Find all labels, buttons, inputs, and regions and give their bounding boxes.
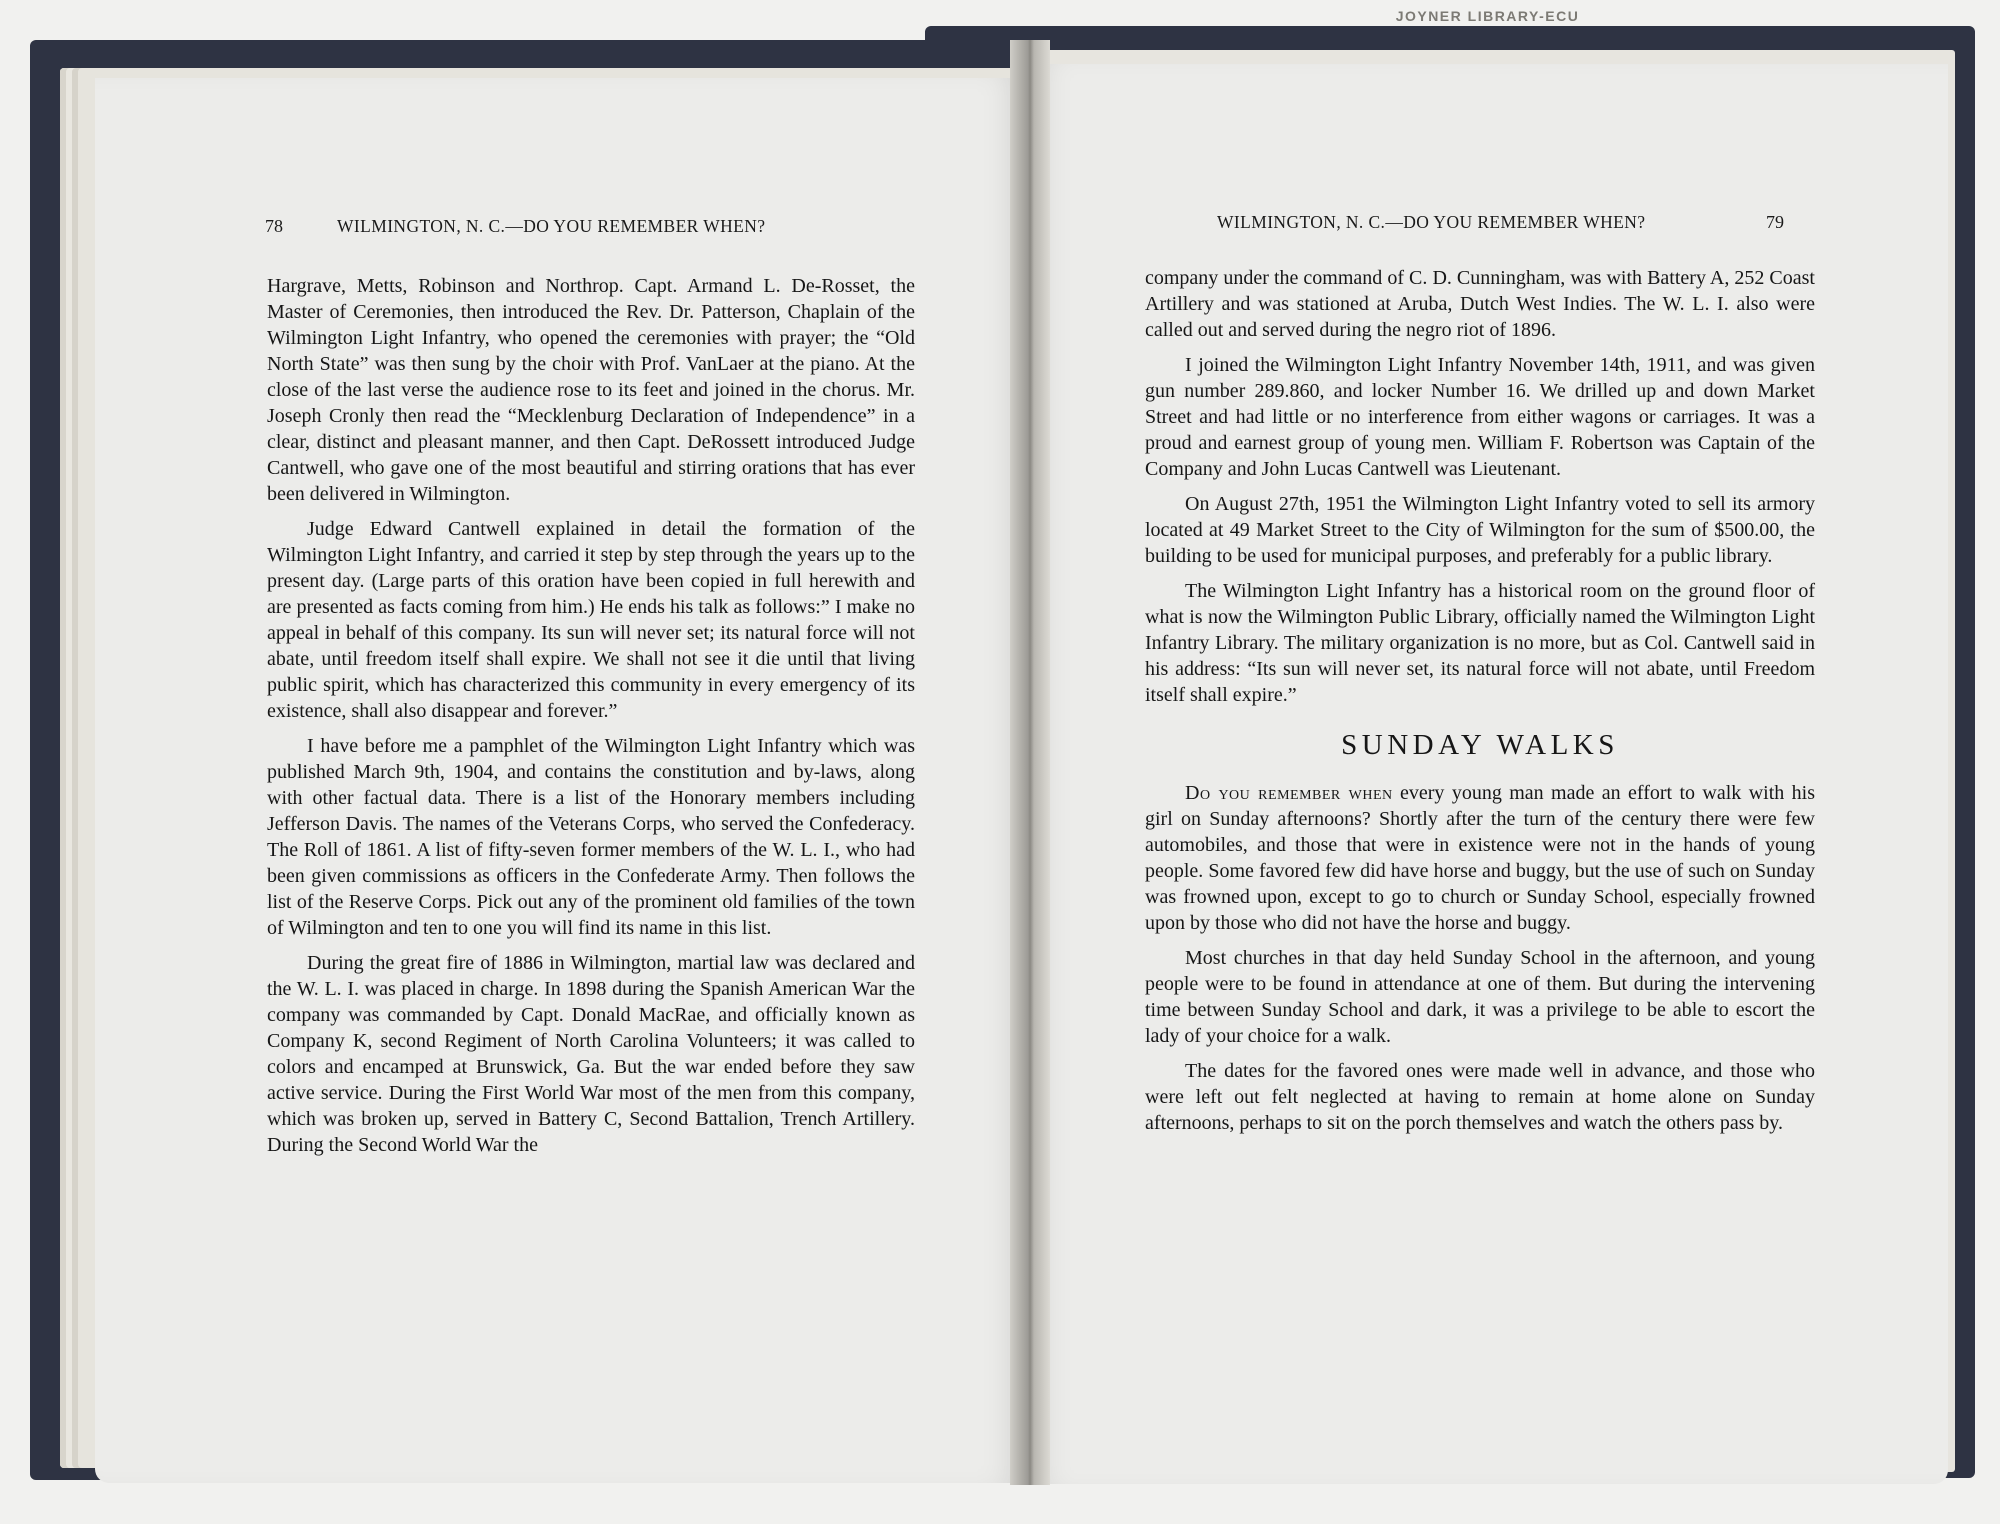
paragraph: The dates for the favored ones were made well in advance, and those who were left out felt neglected at having to remain at home alone on Sunday afternoons, perhaps to sit on the porch themselves and watch the others pass by. <box>1145 1060 1815 1134</box>
paragraph: On August 27th, 1951 the Wilmington Light Infantry voted to sell its armory located at 49 Market Street to the City of Wilmington for the sum of $500.00, the building to be used for municipal purposes, and preferably for a public library. <box>1145 493 1815 567</box>
section-heading: SUNDAY WALKS <box>1341 729 1619 761</box>
body-text <box>267 273 915 1167</box>
left-page <box>95 78 1025 1483</box>
section-lead: Do you remember when <box>1185 782 1393 804</box>
paragraph: Hargrave, Metts, Robinson and Northrop. Capt. Armand L. De-Rosset, the Master of Ceremonies, then introduced the Rev. Dr. Patterson, Chaplain of the Wilmington Light Infantry, who opened the ceremonies with prayer; the “Old North State” was then sung by the choir with Prof. VanLaer at the piano. At the close of the last verse the audience rose to its feet and joined in the chorus. Mr. Joseph Cronly then read the “Mecklenburg Declaration of Independence” in a clear, distinct and pleasant manner, and then Capt. DeRossett introduced Judge Cantwell, who gave one of the most beautiful and stirring orations that has ever been delivered in Wilmington. <box>267 275 915 505</box>
paragraph: company under the command of C. D. Cunningham, was with Battery A, 252 Coast Artillery and was stationed at Aruba, Dutch West Indies. The W. L. I. also were called out and served during the negro riot of 1896. <box>1145 267 1815 341</box>
page-number: 78 <box>265 216 283 236</box>
library-stamp: JOYNER LIBRARY-ECU <box>1395 8 1580 24</box>
paragraph: I have before me a pamphlet of the Wilmington Light Infantry which was published March 9th, 1904, and contains the constitution and by-laws, along with other factual data. There is a list of the Honorary members including Jefferson Davis. The names of the Veterans Corps, who served the Confederacy. The Roll of 1861. A list of fifty-seven former members of the W. L. I., who had been given commissions as officers in the Confederate Army. Then follows the list of the Reserve Corps. Pick out any of the prominent old families of the town of Wilmington and ten to one you will find its name in this list. <box>267 735 915 939</box>
paragraph: I joined the Wilmington Light Infantry November 14th, 1911, and was given gun number 289.860, and locker Number 16. We drilled up and down Market Street and had little or no interference from either wagons or carriages. It was a proud and earnest group of young men. William F. Robertson was Captain of the Company and John Lucas Cantwell was Lieutenant. <box>1145 354 1815 480</box>
paragraph: Judge Edward Cantwell explained in detail the formation of the Wilmington Light Infantry, and carried it step by step through the years up to the present day. (Large parts of this oration have been copied in full herewith and are presented as facts coming from him.) He ends his talk as follows:” I make no appeal in behalf of this company. Its sun will never set; its natural force will not abate, until freedom itself shall expire. We shall not see it die until that living public spirit, which has characterized this community in every emergency of its existence, shall also disappear and forever.” <box>267 518 915 722</box>
running-head: WILMINGTON, N. C.—DO YOU REMEMBER WHEN? <box>1217 212 1646 232</box>
running-head: WILMINGTON, N. C.—DO YOU REMEMBER WHEN? <box>337 216 766 236</box>
paragraph-text: every young man made an effort to walk with his girl on Sunday afternoons? Shortly after the turn of the century there were few automobiles, and those that were in existence were not in the hands of young people. Some favored few did have horse and buggy, but the use of such on Sunday was frowned upon, except to go to church or Sunday School, especially frowned upon by those who did not have the horse and buggy. <box>1145 782 1815 934</box>
paragraph <box>1145 780 1815 936</box>
page-number: 79 <box>1766 212 1784 232</box>
paragraph: Most churches in that day held Sunday School in the afternoon, and young people were to be found in attendance at one of them. But during the intervening time between Sunday School and dark, it was a privilege to be able to escort the lady of your choice for a walk. <box>1145 947 1815 1047</box>
right-page <box>1030 64 1948 1484</box>
paragraph: During the great fire of 1886 in Wilmington, martial law was declared and the W. L. I. was placed in charge. In 1898 during the Spanish American War the company was commanded by Capt. Donald MacRae, and officially known as Company K, second Regiment of North Carolina Volunteers; it was called to colors and encamped at Brunswick, Ga. But the war ended before they saw active service. During the First World War most of the men from this company, which was broken up, served in Battery C, Second Battalion, Trench Artillery. During the Second World War the <box>267 952 915 1156</box>
paragraph: The Wilmington Light Infantry has a historical room on the ground floor of what is now the Wilmington Public Library, officially named the Wilmington Light Infantry Library. The military organization is no more, but as Col. Cantwell said in his address: “Its sun will never set, its natural force will not abate, until Freedom itself shall expire.” <box>1145 580 1815 706</box>
book-gutter <box>1010 40 1050 1485</box>
body-text <box>1145 265 1815 1145</box>
